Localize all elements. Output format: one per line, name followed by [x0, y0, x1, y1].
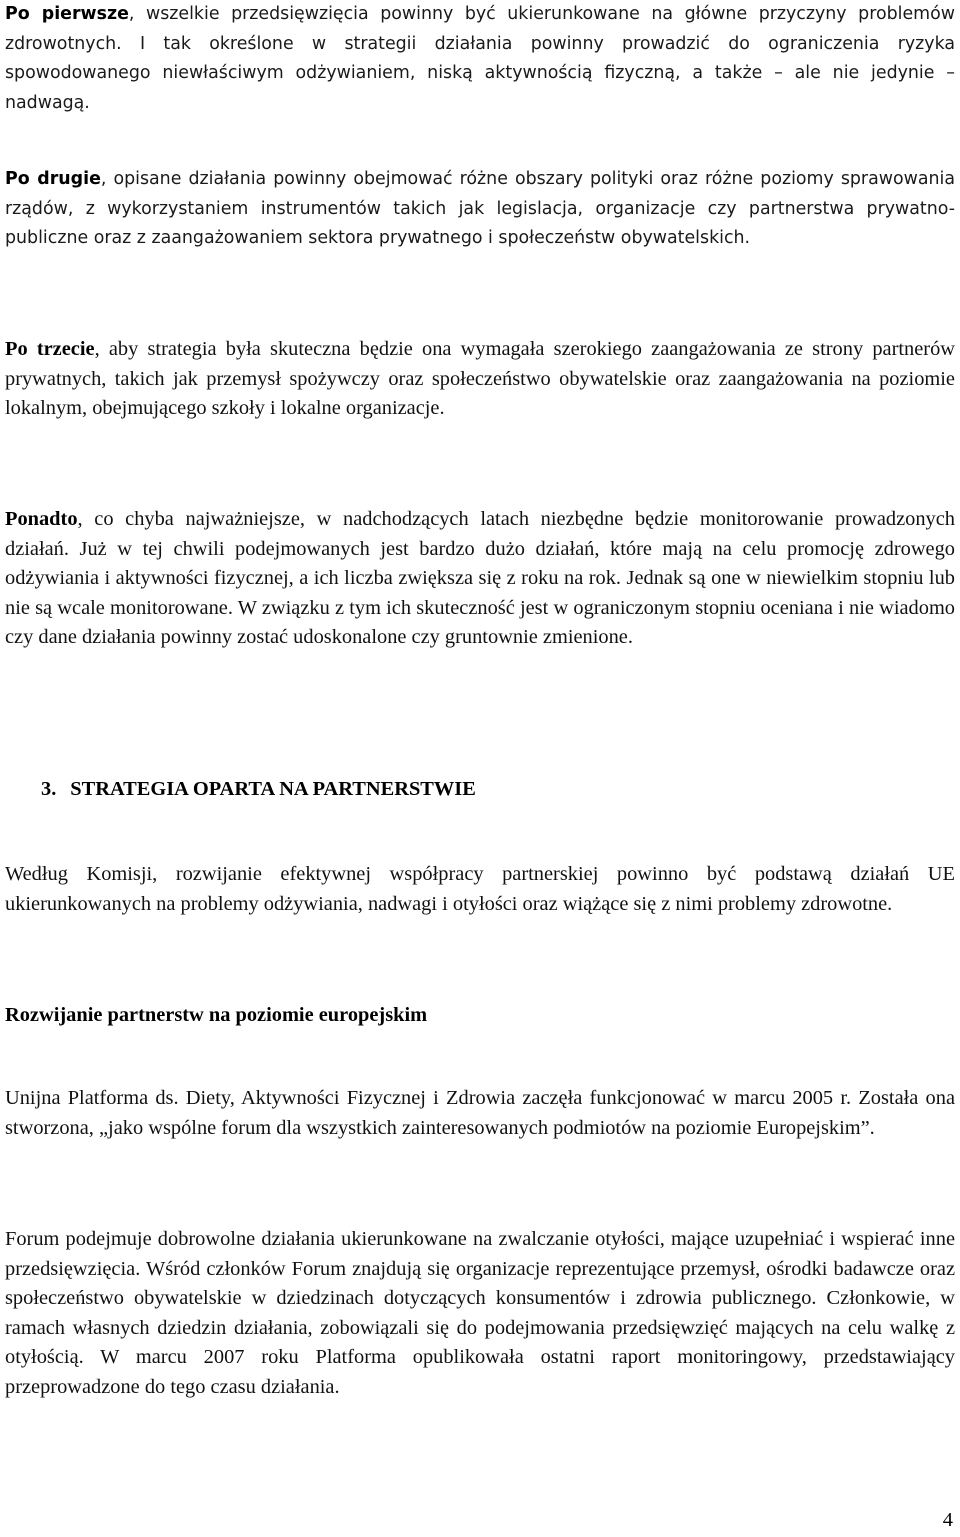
paragraph-po-trzecie: [5, 335, 955, 424]
section-number: 3.: [41, 778, 57, 800]
paragraph-wedlug-komisji: Według Komisji, rozwijanie efektywnej współpracy partnerskiej powinno być podstawą działań UE ukierunkowanych na problemy odżywiania, nadwagi i otyłości oraz wiążące się z nimi problemy zdrowotne.: [5, 863, 955, 915]
paragraph-po-pierwsze: [5, 0, 955, 118]
page-number: 4: [942, 1509, 953, 1531]
paragraph-unijna-platforma: Unijna Platforma ds. Diety, Aktywności Fizycznej i Zdrowia zaczęła funkcjonować w marcu 2005 r. Została ona stworzona, „jako wspólne forum dla wszystkich zainteresowanych podmiotów na poziomie Europejskim”.: [5, 1087, 955, 1139]
paragraph-body: , aby strategia była skuteczna będzie ona wymagała szerokiego zaangażowania ze strony partnerów prywatnych, takich jak przemysł spożywczy oraz społeczeństwo obywatelskie oraz zaangażowania na poziomie lokalnym, obejmującego szkoły i lokalne organizacje.: [5, 338, 955, 420]
section-heading: [41, 775, 476, 805]
subsection-heading: Rozwijanie partnerstw na poziomie europejskim: [5, 1004, 428, 1026]
paragraph-lead: Ponadto: [5, 508, 78, 530]
paragraph-po-drugie: [5, 165, 955, 254]
paragraph-forum: Forum podejmuje dobrowolne działania ukierunkowane na zwalczanie otyłości, mające uzupełniać i wspierać inne przedsięwzięcia. Wśród członków Forum znajdują się organizacje reprezentujące przemysł, ośrodki badawcze oraz społeczeństwo obywatelskie w dziedzinach dotyczących konsumentów i zdrowia publicznego. Członkowie, w ramach własnych dziedzin działania, zobowiązali się do podejmowania przedsięwzięć mających na celu walkę z otyłością. W marcu 2007 roku Platforma opublikowała ostatni raport monitoringowy, przedstawiający przeprowadzone do tego czasu działania.: [5, 1228, 955, 1398]
paragraph-body: , wszelkie przedsięwzięcia powinny być ukierunkowane na główne przyczyny problemów zdrowotnych. I tak określone w strategii działania powinny prowadzić do ograniczenia ryzyka spowodowanego niewłaściwym odżywianiem, niską aktywnością fizyczną, a także – ale nie jedynie – nadwagą.: [5, 4, 955, 113]
paragraph-ponadto: [5, 505, 955, 653]
paragraph-lead: Po trzecie: [5, 338, 95, 360]
section-title: STRATEGIA OPARTA NA PARTNERSTWIE: [70, 778, 476, 800]
paragraph-body: , co chyba najważniejsze, w nadchodzących latach niezbędne będzie monitorowanie prowadzonych działań. Już w tej chwili podejmowanych jest bardzo dużo działań, które mają na celu promocję zdrowego odżywiania i aktywności fizycznej, a ich liczba zwiększa się z roku na rok. Jednak są one w niewielkim stopniu lub nie są wcale monitorowane. W związku z tym ich skuteczność jest w ograniczonym stopniu oceniana i nie wiadomo czy dane działania powinny zostać udoskonalone czy gruntownie zmienione.: [5, 508, 955, 649]
paragraph-lead: Po drugie: [5, 169, 101, 189]
paragraph-body: , opisane działania powinny obejmować różne obszary polityki oraz różne poziomy sprawowania rządów, z wykorzystaniem instrumentów takich jak legislacja, organizacje czy partnerstwa prywatno-publiczne oraz z zaangażowaniem sektora prywatnego i społeczeństw obywatelskich.: [5, 169, 955, 249]
paragraph-lead: Po pierwsze: [5, 4, 129, 24]
